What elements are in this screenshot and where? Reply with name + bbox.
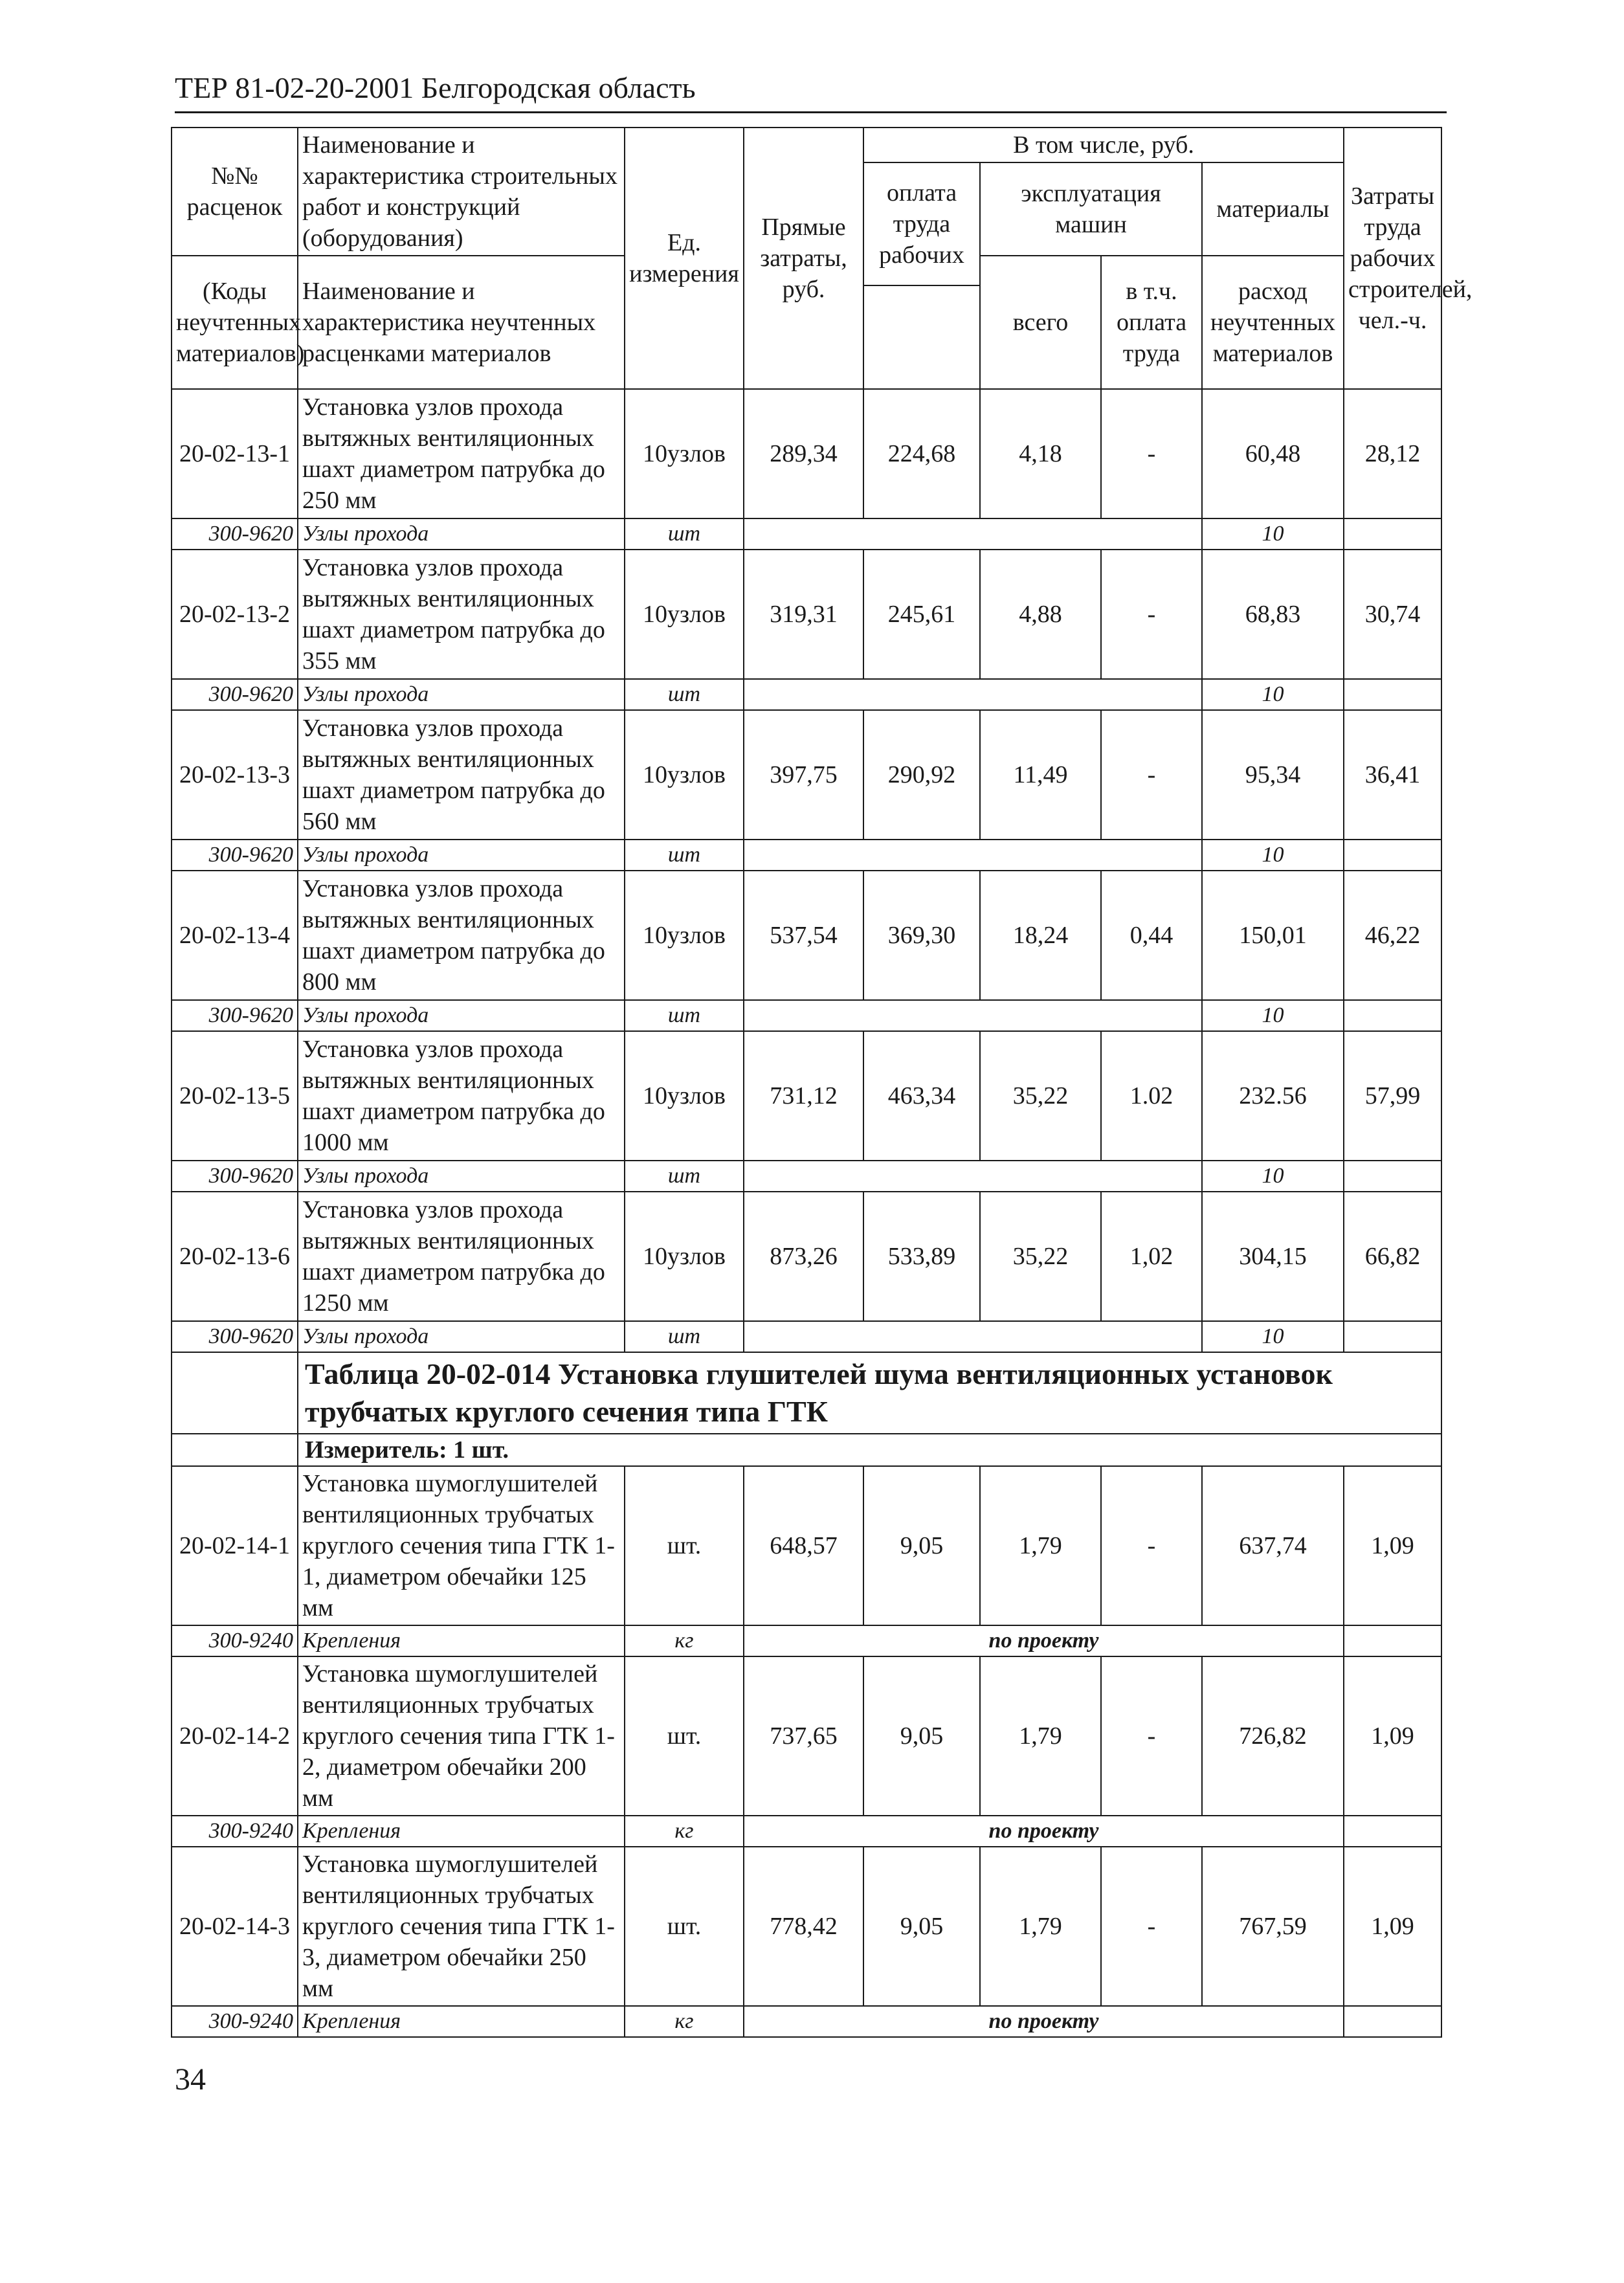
- rate-m-wage: 0,44: [1101, 871, 1202, 1000]
- material-empty-cell: [1344, 1161, 1441, 1192]
- material-unit: шт: [625, 518, 744, 550]
- material-consumption: по проекту: [744, 1625, 1344, 1656]
- rate-unit: 10узлов: [625, 871, 744, 1000]
- rate-unit: 10узлов: [625, 1192, 744, 1321]
- rate-code: 20-02-13-4: [172, 871, 298, 1000]
- rate-row: [172, 1192, 1441, 1321]
- rate-materials: 68,83: [1202, 550, 1344, 679]
- col-header-mat-use: расход неучтенных материалов: [1202, 256, 1344, 389]
- material-unit: кг: [625, 1625, 744, 1656]
- rate-labor: 28,12: [1344, 389, 1441, 518]
- material-row: [172, 518, 1441, 550]
- material-row: [172, 1816, 1441, 1847]
- rates-table: [171, 127, 1473, 2038]
- rate-direct: 537,54: [744, 871, 863, 1000]
- rate-wages: 290,92: [863, 710, 980, 840]
- material-row: [172, 679, 1441, 710]
- material-row: [172, 1161, 1441, 1192]
- col-header-wages-cont: [863, 285, 980, 389]
- table-title-row: [172, 1352, 1441, 1434]
- rate-materials: 767,59: [1202, 1847, 1344, 2006]
- col-header-m-total: всего: [980, 256, 1101, 389]
- rate-m-wage: -: [1101, 710, 1202, 840]
- rate-unit: шт.: [625, 1466, 744, 1625]
- rate-row: [172, 710, 1441, 840]
- material-empty-cell: [1344, 1000, 1441, 1031]
- material-name: Узлы прохода: [298, 1000, 625, 1031]
- rate-m-wage: -: [1101, 389, 1202, 518]
- rate-direct: 778,42: [744, 1847, 863, 2006]
- rate-labor: 30,74: [1344, 550, 1441, 679]
- rate-unit: шт.: [625, 1656, 744, 1816]
- rate-m-total: 1,79: [980, 1656, 1101, 1816]
- material-name: Узлы прохода: [298, 518, 625, 550]
- rate-direct: 397,75: [744, 710, 863, 840]
- material-name: Крепления: [298, 1816, 625, 1847]
- rate-code: 20-02-13-3: [172, 710, 298, 840]
- rate-name: Установка узлов прохода вытяжных вентиляционных шахт диаметром патрубка до 1000 мм: [298, 1031, 625, 1161]
- rate-code: 20-02-14-3: [172, 1847, 298, 2006]
- rate-direct: 737,65: [744, 1656, 863, 1816]
- rate-unit: шт.: [625, 1847, 744, 2006]
- rate-wages: 245,61: [863, 550, 980, 679]
- rate-code: 20-02-14-2: [172, 1656, 298, 1816]
- rate-materials: 60,48: [1202, 389, 1344, 518]
- material-consumption: 10: [1202, 518, 1344, 550]
- rate-m-wage: -: [1101, 1466, 1202, 1625]
- rate-wages: 224,68: [863, 389, 980, 518]
- col-header-code2: (Коды неучтенных материалов): [172, 256, 298, 389]
- rate-wages: 463,34: [863, 1031, 980, 1161]
- material-code: 300-9620: [172, 679, 298, 710]
- measure-label: Измеритель: 1 шт.: [298, 1434, 1441, 1466]
- rate-materials: 304,15: [1202, 1192, 1344, 1321]
- rate-materials: 150,01: [1202, 871, 1344, 1000]
- material-empty-cell: [744, 840, 1202, 871]
- material-consumption: 10: [1202, 1000, 1344, 1031]
- page-header: ТЕР 81-02-20-2001 Белгородская область: [175, 67, 1447, 113]
- material-empty-cell: [1344, 1816, 1441, 1847]
- col-header-machines: эксплуатация машин: [980, 162, 1202, 256]
- rate-direct: 648,57: [744, 1466, 863, 1625]
- rate-direct: 873,26: [744, 1192, 863, 1321]
- rate-wages: 369,30: [863, 871, 980, 1000]
- material-consumption: 10: [1202, 1321, 1344, 1352]
- rate-name: Установка шумоглушителей вентиляционных трубчатых круглого сечения типа ГТК 1-3, диаметром обечайки 250 мм: [298, 1847, 625, 2006]
- material-row: [172, 1321, 1441, 1352]
- rate-materials: 726,82: [1202, 1656, 1344, 1816]
- material-consumption: 10: [1202, 679, 1344, 710]
- col-header-name2: Наименование и характеристика неучтенных расценками материалов: [298, 256, 625, 389]
- rate-m-wage: -: [1101, 1847, 1202, 2006]
- rate-row: [172, 1847, 1441, 2006]
- material-consumption: по проекту: [744, 2006, 1344, 2037]
- measure-empty-cell: [172, 1434, 298, 1466]
- rate-code: 20-02-13-5: [172, 1031, 298, 1161]
- rate-wages: 9,05: [863, 1656, 980, 1816]
- rate-name: Установка узлов прохода вытяжных вентиляционных шахт диаметром патрубка до 250 мм: [298, 389, 625, 518]
- material-code: 300-9620: [172, 840, 298, 871]
- rate-labor: 1,09: [1344, 1847, 1441, 2006]
- material-code: 300-9620: [172, 1000, 298, 1031]
- material-code: 300-9240: [172, 2006, 298, 2037]
- col-header-name: Наименование и характеристика строительных работ и конструкций (оборудования): [298, 128, 625, 256]
- rate-wages: 533,89: [863, 1192, 980, 1321]
- rate-materials: 232.56: [1202, 1031, 1344, 1161]
- col-header-direct: Прямые затраты, руб.: [744, 128, 863, 389]
- rate-unit: 10узлов: [625, 389, 744, 518]
- material-empty-cell: [1344, 1625, 1441, 1656]
- rate-m-total: 35,22: [980, 1192, 1101, 1321]
- material-empty-cell: [744, 1321, 1202, 1352]
- rate-name: Установка узлов прохода вытяжных вентиляционных шахт диаметром патрубка до 560 мм: [298, 710, 625, 840]
- material-code: 300-9240: [172, 1625, 298, 1656]
- rate-m-total: 1,79: [980, 1466, 1101, 1625]
- rate-code: 20-02-14-1: [172, 1466, 298, 1625]
- material-unit: шт: [625, 840, 744, 871]
- material-consumption: по проекту: [744, 1816, 1344, 1847]
- rate-labor: 1,09: [1344, 1656, 1441, 1816]
- rate-m-wage: -: [1101, 550, 1202, 679]
- material-empty-cell: [744, 518, 1202, 550]
- rate-m-wage: 1.02: [1101, 1031, 1202, 1161]
- material-empty-cell: [744, 679, 1202, 710]
- rate-labor: 46,22: [1344, 871, 1441, 1000]
- rate-wages: 9,05: [863, 1847, 980, 2006]
- rate-unit: 10узлов: [625, 1031, 744, 1161]
- material-unit: кг: [625, 1816, 744, 1847]
- rate-m-total: 18,24: [980, 871, 1101, 1000]
- measure-row: [172, 1434, 1441, 1466]
- material-code: 300-9620: [172, 518, 298, 550]
- material-empty-cell: [1344, 518, 1441, 550]
- rate-name: Установка узлов прохода вытяжных вентиляционных шахт диаметром патрубка до 1250 мм: [298, 1192, 625, 1321]
- material-unit: шт: [625, 1321, 744, 1352]
- material-empty-cell: [1344, 679, 1441, 710]
- material-code: 300-9620: [172, 1161, 298, 1192]
- rate-direct: 319,31: [744, 550, 863, 679]
- rate-direct: 731,12: [744, 1031, 863, 1161]
- col-header-wages: оплата труда рабочих: [863, 162, 980, 285]
- rate-wages: 9,05: [863, 1466, 980, 1625]
- rate-name: Установка шумоглушителей вентиляционных трубчатых круглого сечения типа ГТК 1-2, диаметром обечайки 200 мм: [298, 1656, 625, 1816]
- material-row: [172, 1000, 1441, 1031]
- col-header-incl: В том числе, руб.: [863, 128, 1344, 162]
- rate-direct: 289,34: [744, 389, 863, 518]
- rate-labor: 57,99: [1344, 1031, 1441, 1161]
- rate-m-total: 35,22: [980, 1031, 1101, 1161]
- rate-labor: 36,41: [1344, 710, 1441, 840]
- material-name: Узлы прохода: [298, 679, 625, 710]
- material-row: [172, 2006, 1441, 2037]
- material-empty-cell: [744, 1000, 1202, 1031]
- material-code: 300-9240: [172, 1816, 298, 1847]
- material-row: [172, 840, 1441, 871]
- material-unit: шт: [625, 679, 744, 710]
- rate-code: 20-02-13-6: [172, 1192, 298, 1321]
- rate-m-total: 4,88: [980, 550, 1101, 679]
- material-name: Узлы прохода: [298, 840, 625, 871]
- rate-row: [172, 1466, 1441, 1625]
- material-empty-cell: [1344, 840, 1441, 871]
- material-empty-cell: [1344, 2006, 1441, 2037]
- material-name: Узлы прохода: [298, 1161, 625, 1192]
- rate-code: 20-02-13-1: [172, 389, 298, 518]
- rate-m-total: 4,18: [980, 389, 1101, 518]
- table-title-empty-cell: [172, 1352, 298, 1434]
- rate-name: Установка шумоглушителей вентиляционных трубчатых круглого сечения типа ГТК 1-1, диаметром обечайки 125 мм: [298, 1466, 625, 1625]
- material-name: Крепления: [298, 2006, 625, 2037]
- page-number: 34: [175, 2062, 206, 2097]
- rate-labor: 1,09: [1344, 1466, 1441, 1625]
- rate-m-total: 11,49: [980, 710, 1101, 840]
- rate-row: [172, 550, 1441, 679]
- rate-code: 20-02-13-2: [172, 550, 298, 679]
- material-name: Крепления: [298, 1625, 625, 1656]
- rate-m-wage: -: [1101, 1656, 1202, 1816]
- col-header-m-wage: в т.ч. оплата труда: [1101, 256, 1202, 389]
- rate-row: [172, 389, 1441, 518]
- material-name: Узлы прохода: [298, 1321, 625, 1352]
- material-unit: шт: [625, 1161, 744, 1192]
- rate-m-total: 1,79: [980, 1847, 1101, 2006]
- material-unit: шт: [625, 1000, 744, 1031]
- col-header-code: №№ расценок: [172, 128, 298, 256]
- rate-row: [172, 1031, 1441, 1161]
- material-empty-cell: [1344, 1321, 1441, 1352]
- rate-unit: 10узлов: [625, 710, 744, 840]
- material-unit: кг: [625, 2006, 744, 2037]
- material-row: [172, 1625, 1441, 1656]
- material-code: 300-9620: [172, 1321, 298, 1352]
- material-consumption: 10: [1202, 840, 1344, 871]
- material-empty-cell: [744, 1161, 1202, 1192]
- rate-row: [172, 1656, 1441, 1816]
- rate-materials: 95,34: [1202, 710, 1344, 840]
- rate-unit: 10узлов: [625, 550, 744, 679]
- rate-materials: 637,74: [1202, 1466, 1344, 1625]
- rate-m-wage: 1,02: [1101, 1192, 1202, 1321]
- rate-name: Установка узлов прохода вытяжных вентиляционных шахт диаметром патрубка до 355 мм: [298, 550, 625, 679]
- rate-name: Установка узлов прохода вытяжных вентиляционных шахт диаметром патрубка до 800 мм: [298, 871, 625, 1000]
- rate-labor: 66,82: [1344, 1192, 1441, 1321]
- material-consumption: 10: [1202, 1161, 1344, 1192]
- col-header-unit: Ед. измерения: [625, 128, 744, 389]
- rate-row: [172, 871, 1441, 1000]
- col-header-labor: Затраты труда рабочих строителей, чел.-ч.: [1344, 128, 1441, 389]
- col-header-materials: материалы: [1202, 162, 1344, 256]
- table-title: Таблица 20-02-014 Установка глушителей шума вентиляционных установок трубчатых круглого сечения типа ГТК: [298, 1352, 1441, 1434]
